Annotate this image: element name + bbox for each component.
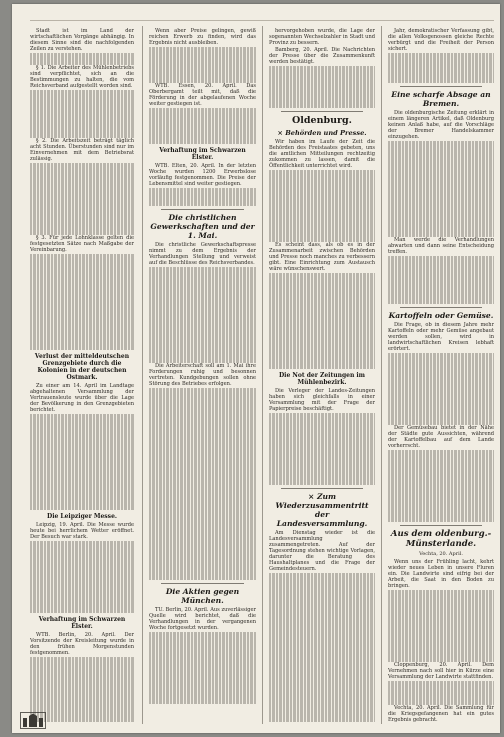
divider [161, 583, 244, 584]
column-divider [262, 26, 263, 724]
column-2 [149, 28, 256, 722]
article-headline: Kartoffeln oder Gemüse. [388, 311, 494, 320]
paragraph: Jahr, demokratischer Verfassung gibt, die allen Volksgenossen gleiche Rechte verbürgt und die Freiheit der Person sichert. [388, 28, 494, 52]
paragraph: Wenn aber Preise gelingen, gewiß reichen Erwerb zu finden, wird das Ergebnis nicht ausbleiben. [149, 28, 256, 46]
column-3 [269, 28, 375, 722]
column-divider [381, 26, 382, 724]
divider [281, 488, 363, 489]
article-headline: Eine scharfe Absage an Bremen. [391, 90, 491, 108]
paragraph: Es scheint dass, als ob es in der Zusammenarbeit zwischen Behörden und Presse noch manches zu verbessern gibt. Eine Einrichtung zum Austausch wäre wünschenswert. [269, 242, 375, 272]
article-headline: Verhaftung im Schwarzen Elster. [38, 616, 126, 630]
paragraph: Die Frage, ob in diesem Jahre mehr Kartoffeln oder mehr Gemüse angebaut werden sollen, wird in landwirtschaftlichen Kreisen lebhaft erörtert. [388, 322, 494, 352]
paragraph: Wenn uns der Frühling lacht, kehrt wieder neues Leben in unsere Fluren ein. Die Landwirte sind eifrig bei der Arbeit, die Saat in den Boden zu bringen. [388, 559, 494, 589]
paragraph: WTB. Berlin, 20. April. Der Vorsitzende der Kreisleitung wurde in den frühen Morgenstunden festgenommen. [30, 632, 134, 656]
article-headline: Die christlichen Gewerkschaften und der 1. Mai. [150, 213, 255, 240]
article-headline: Die Aktien gegen München. [165, 587, 240, 605]
divider [400, 525, 482, 526]
section-title: Oldenburg. [292, 115, 352, 126]
paragraph: Wir haben im Laufe der Zeit die Behörden des Freistaates gebeten, uns die amtlichen Mitteilungen rechtzeitig zukommen zu lassen, damit die Öffentlichkeit unterrichtet wird. [269, 139, 375, 169]
article-headline: Verhaftung im Schwarzen Elster. [159, 147, 246, 161]
library-stamp-icon [20, 712, 46, 729]
column-divider [142, 26, 143, 724]
paragraph: Stadt ist im Land der wirtschaftlichen Vorgänge abhängig. In diesem Sinne sind die nachfolgenden Zeilen zu verstehen. [30, 28, 134, 52]
paragraph: Der Gemüsebau bietet in der Nähe der Städte gute Aussichten, während der Kartoffelbau auf dem Lande vorherrscht. [388, 425, 494, 449]
divider [281, 111, 363, 112]
paragraph: § 3. Für jede Lohnklasse gelten die festgesetzten Sätze nach Maßgabe der Vereinbarung. [30, 235, 134, 253]
paragraph: Leipzig, 19. April. Die Messe wurde heute bei herrlichem Wetter eröffnet. Der Besuch war stark. [30, 522, 134, 540]
paragraph: § 1. Die Arbeiter des Mühlenbetriebs sind verpflichtet, sich an die Bestimmungen zu halten, die vom Reichsverband aufgestellt worden sind. [30, 65, 134, 89]
article-headline: Die Not der Zeitungen im Mühlenbezirk. [278, 372, 366, 386]
paragraph: Cloppenburg, 20. April. Dem Vernehmen nach soll hier in Kürze eine Versammlung der Landwirte stattfinden. [388, 662, 494, 680]
header-rule [30, 20, 494, 21]
paragraph: Vechta, 20. April. Die Sammlung für die Kriegsgefangenen hat ein gutes Ergebnis gebracht. [388, 705, 494, 722]
paragraph: WTB. Essen, 20. April. Das Oberbergamt teilt mit, daß die Förderung in der abgelaufenen Woche weiter gestiegen ist. [149, 83, 256, 107]
newspaper-page [12, 4, 500, 733]
paragraph: Die oldenburgische Zeitung erklärt in einem längeren Artikel, daß Oldenburg keinen Anlaß habe, auf die Vorschläge der Bremer Handelskammer einzugehen. [388, 110, 494, 140]
paragraph: Die christliche Gewerkschaftspresse nimmt zu dem Ergebnis der Verhandlungen Stellung und verweist auf die Beschlüsse des Reichsverbandes. [149, 242, 256, 266]
paragraph: Man werde die Verhandlungen abwarten und dann seine Entscheidung treffen. [388, 237, 494, 255]
article-headline: Die Leipziger Messe. [47, 513, 117, 520]
paragraph: WTB. Elten, 20. April. In der letzten Woche wurden 1200 Erwerbslose vorläufig festgenommen. Die Preise der Lebensmittel sind weiter gestiegen. [149, 163, 256, 187]
paragraph: hervorgehoben wurde, die Lage der sogenannten Wechselzahler in Stadt und Provinz zu bessern. [269, 28, 375, 46]
divider [161, 209, 244, 210]
paragraph: Zu einer am 14. April im Landtage abgehaltenen Versammlung der Vertrauensleute wurde über die Lage der Bevölkerung in den Grenzgebieten berichtet. [30, 383, 134, 413]
paragraph: § 2. Die Arbeitszeit beträgt täglich acht Stunden. Überstunden sind nur im Einvernehmen mit dem Betriebsrat zulässig. [30, 138, 134, 162]
article-headline: Verlust der mitteldeutschen Grenzgebiete durch die Kolonien in der deutschen Ostmark. [34, 353, 130, 381]
section-title: Aus dem oldenburg.-Münsterlande. [390, 529, 492, 549]
dateline: Vechta, 20. April. [419, 551, 463, 557]
paragraph: TU. Berlin, 20. April. Aus zuverlässiger Quelle wird berichtet, daß die Verhandlungen in der vergangenen Woche fortgesetzt wurden. [149, 607, 256, 631]
paragraph: Bamberg, 20. April. Die Nachrichten der Presse über die Zusammenkunft werden bestätigt. [269, 47, 375, 65]
paragraph: Die Arbeiterschaft soll am 1. Mai ihre Forderungen ruhig und besonnen vertreten. Kundgebungen sollen ohne Störung des Betriebes erfolgen. [149, 363, 256, 387]
paragraph: Die Verleger der Landes-Zeitungen haben sich gleichfalls in einer Versammlung mit der Frage der Papierpreise beschäftigt. [269, 388, 375, 412]
divider [400, 307, 482, 308]
column-4 [388, 28, 494, 722]
paragraph: Am Dienstag wieder ist die Landesversammlung zusammengetreten. Auf der Tagesordnung stehen wichtige Vorlagen, darunter die Beratung des Haushaltplanes und die Frage der Gemeindesteuern. [269, 530, 375, 572]
article-headline: × Behörden und Presse. [277, 129, 367, 137]
divider [400, 86, 482, 87]
column-1 [30, 28, 134, 722]
article-headline: × Zum Wiederzusammentritt der Landesversammlung. [275, 492, 369, 528]
